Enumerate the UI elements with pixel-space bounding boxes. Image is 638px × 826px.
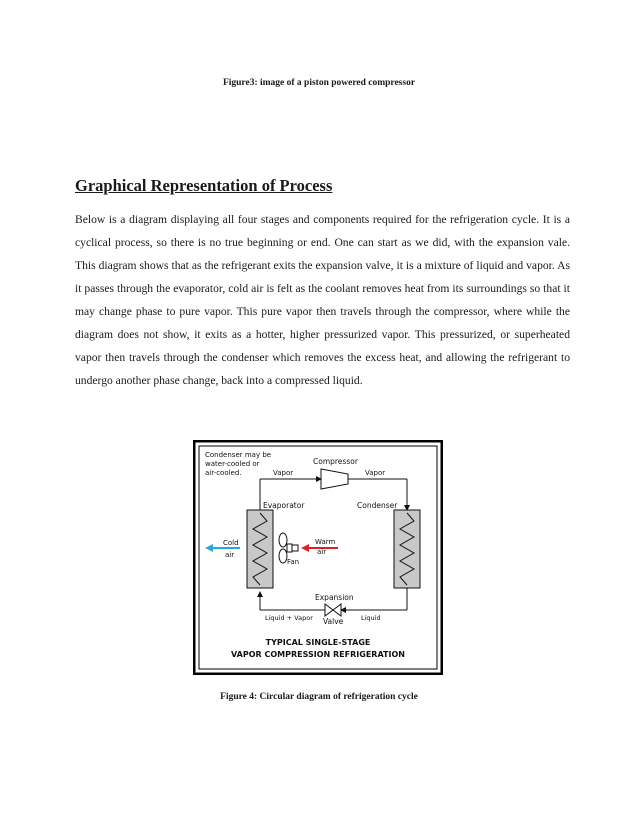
expansion-label: Expansion — [315, 593, 354, 602]
figure3-caption: Figure3: image of a piston powered compressor — [222, 78, 416, 88]
figure4-caption: Figure 4: Circular diagram of refrigeration cycle — [220, 692, 418, 702]
refrigeration-cycle-diagram — [193, 440, 443, 675]
warm-air-label-2: air — [317, 548, 327, 556]
compressor-label: Compressor — [313, 457, 358, 466]
body-paragraph: Below is a diagram displaying all four stages and components required for the refrigeration cycle. It is a cyclical process, so there is no true beginning or end. One can start as we did, with the expansion vale. This diagram shows that as the refrigerant exits the expansion valve, it is a mixture of liquid and vapor. As it passes through the evaporator, cold air is felt as the coolant removes heat from its surroundings so that it may change phase to pure vapor. This pure vapor then travels through the compressor, where while the diagram does not show, it exits as a hotter, higher pressurized vapor. This pressurized, or superheated vapor then travels through the condenser which removes the excess heat, and allowing the refrigerant to undergo another phase change, back into a compressed liquid. — [75, 213, 570, 387]
vapor-left-label: Vapor — [273, 469, 294, 477]
note-line-1: Condenser may be — [205, 451, 272, 459]
valve-label: Valve — [323, 617, 344, 626]
diagram-title-line-1: TYPICAL SINGLE-STAGE — [265, 638, 371, 647]
note-line-2: water-cooled or — [205, 460, 260, 468]
fan-label: Fan — [287, 558, 300, 566]
vapor-right-label: Vapor — [365, 469, 386, 477]
liquid-vapor-label: Liquid + Vapor — [265, 614, 313, 622]
evaporator-label: Evaporator — [263, 501, 305, 510]
note-line-3: air-cooled. — [205, 469, 242, 477]
condenser-label: Condenser — [357, 501, 398, 510]
section-heading: Graphical Representation of Process — [75, 176, 333, 195]
warm-air-label-1: Warm — [315, 538, 336, 546]
cold-air-label-1: Cold — [223, 539, 239, 547]
diagram-title-line-2: VAPOR COMPRESSION REFRIGERATION — [231, 650, 405, 659]
liquid-label: Liquid — [361, 614, 381, 622]
cold-air-label-2: air — [225, 551, 235, 559]
